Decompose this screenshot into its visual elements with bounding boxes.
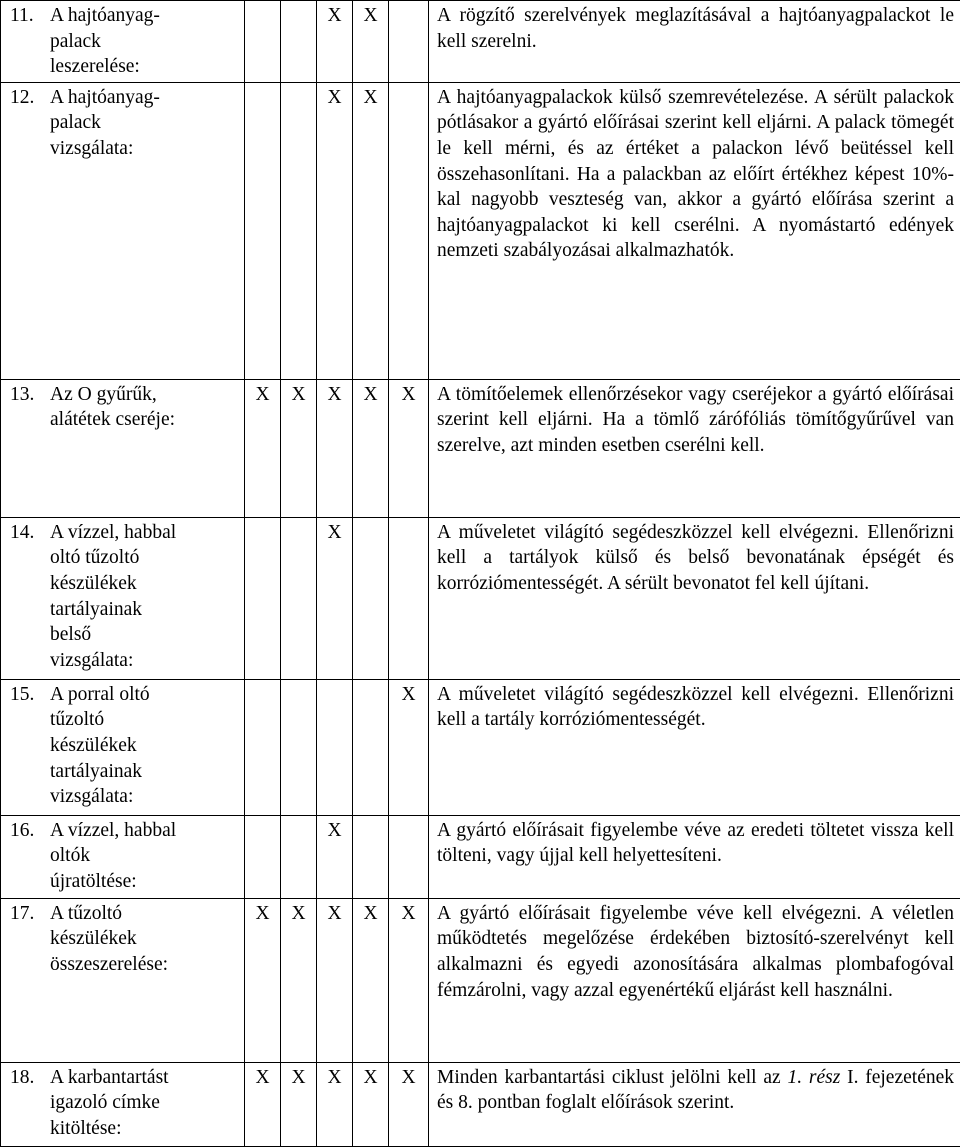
mark-cell bbox=[389, 517, 429, 679]
task-label: A vízzel, habbal oltó tűzoltó készülékek tartályainak belső vizsgálata: bbox=[50, 521, 177, 671]
desc-part: Minden karbantartási ciklust jelölni kell az bbox=[437, 1066, 788, 1088]
mark-cell: X bbox=[317, 379, 353, 517]
mark-cell: X bbox=[353, 1062, 389, 1146]
mark-cell: X bbox=[245, 898, 281, 1062]
mark-cell: X bbox=[317, 898, 353, 1062]
mark-cell: X bbox=[245, 1062, 281, 1146]
mark-cell bbox=[281, 82, 317, 379]
task-cell bbox=[1, 1062, 245, 1146]
row-number: 15. bbox=[10, 683, 35, 705]
description-cell: A gyártó előírásait figyelembe véve az eredeti töltetet vissza kell tölteni, vagy újjal kell helyettesíteni. bbox=[429, 815, 960, 898]
description-cell: A műveletet világító segédeszközzel kell elvégezni. Ellenőrizni kell a tartály korróziómentességét. bbox=[429, 679, 960, 815]
mark-cell bbox=[389, 1, 429, 83]
row-number: 14. bbox=[10, 521, 35, 543]
task-cell bbox=[1, 82, 245, 379]
mark-cell: X bbox=[317, 815, 353, 898]
mark-cell bbox=[245, 517, 281, 679]
table-row bbox=[1, 679, 960, 815]
mark-cell: X bbox=[389, 898, 429, 1062]
table-row bbox=[1, 517, 960, 679]
description-cell: A hajtóanyagpalackok külső szemrevételezése. A sérült palackok pótlásakor a gyártó előírásai szerint kell eljárni. A palack tömegét le kell mérni, és az értéket a palackon lévő beütéssel kell összehasonlítani. Ha a palackban az előírt értékhez képest 10%-kal nagyobb veszteség van, akkor a gyártó előírása szerint a hajtóanyagpalackot ki kell cserélni. A nyomástartó edények nemzeti szabályozásai alkalmazhatók. bbox=[429, 82, 960, 379]
mark-cell: X bbox=[281, 898, 317, 1062]
mark-cell bbox=[245, 815, 281, 898]
table-row bbox=[1, 82, 960, 379]
description-cell: A tömítőelemek ellenőrzésekor vagy cseréjekor a gyártó előírásai szerint kell eljárni. Ha a tömlő zárófóliás tömítőgyűrűvel van szerelve, azt minden esetben cserélni kell. bbox=[429, 379, 960, 517]
description-cell: A műveletet világító segédeszközzel kell elvégezni. Ellenőrizni kell a tartályok külső és belső bevonatának épségét és korróziómentességét. A sérült bevonatot fel kell újítani. bbox=[429, 517, 960, 679]
task-label: A hajtóanyag- palack leszerelése: bbox=[50, 5, 160, 78]
mark-cell bbox=[389, 815, 429, 898]
mark-cell bbox=[281, 517, 317, 679]
table-body bbox=[1, 1, 960, 1147]
desc-italic-part: 1. rész bbox=[787, 1066, 841, 1088]
mark-cell: X bbox=[353, 898, 389, 1062]
desc-part: I. fejezetének és 8. pontban foglalt előírások szerint. bbox=[437, 1066, 954, 1114]
row-number: 18. bbox=[10, 1066, 35, 1088]
table-row bbox=[1, 1, 960, 83]
mark-cell: X bbox=[353, 1, 389, 83]
mark-cell: X bbox=[317, 517, 353, 679]
task-label: A hajtóanyag- palack vizsgálata: bbox=[50, 86, 160, 159]
mark-cell: X bbox=[317, 1062, 353, 1146]
task-cell bbox=[1, 1, 245, 83]
mark-cell: X bbox=[317, 1, 353, 83]
task-cell bbox=[1, 379, 245, 517]
mark-cell bbox=[353, 517, 389, 679]
task-label: Az O gyűrűk, alátétek cseréje: bbox=[50, 383, 176, 431]
mark-cell: X bbox=[317, 82, 353, 379]
description-cell: A gyártó előírásait figyelembe véve kell elvégezni. A véletlen működtetés megelőzése érdekében biztosító-szerelvényt kell alkalmazni és egyedi azonosítására alkalmas plombafogóval fémzárolni, vagy azzal egyenértékű eljárást kell használni. bbox=[429, 898, 960, 1062]
mark-cell: X bbox=[353, 82, 389, 379]
task-cell bbox=[1, 815, 245, 898]
mark-cell: X bbox=[389, 679, 429, 815]
task-label: A vízzel, habbal oltók újratöltése: bbox=[50, 819, 177, 892]
mark-cell bbox=[245, 1, 281, 83]
mark-cell bbox=[281, 679, 317, 815]
row-number: 17. bbox=[10, 902, 35, 924]
mark-cell: X bbox=[245, 379, 281, 517]
row-number: 12. bbox=[10, 86, 35, 108]
description-cell bbox=[429, 1062, 960, 1146]
description-cell: A rögzítő szerelvények meglazításával a hajtóanyagpalackot le kell szerelni. bbox=[429, 1, 960, 83]
mark-cell: X bbox=[353, 379, 389, 517]
mark-cell: X bbox=[389, 379, 429, 517]
row-number: 13. bbox=[10, 383, 35, 405]
task-cell bbox=[1, 679, 245, 815]
mark-cell bbox=[245, 82, 281, 379]
mark-cell bbox=[281, 815, 317, 898]
row-number: 11. bbox=[10, 5, 34, 26]
task-label: A karbantartást igazoló címke kitöltése: bbox=[50, 1066, 169, 1139]
mark-cell bbox=[281, 1, 317, 83]
task-label: A tűzoltó készülékek összeszerelése: bbox=[50, 902, 169, 975]
table-row bbox=[1, 1062, 960, 1146]
mark-cell bbox=[389, 82, 429, 379]
task-cell bbox=[1, 898, 245, 1062]
mark-cell: X bbox=[281, 379, 317, 517]
mark-cell bbox=[245, 679, 281, 815]
task-label: A porral oltó tűzoltó készülékek tartályainak vizsgálata: bbox=[50, 683, 150, 808]
mark-cell bbox=[317, 679, 353, 815]
task-cell bbox=[1, 517, 245, 679]
mark-cell: X bbox=[389, 1062, 429, 1146]
mark-cell: X bbox=[281, 1062, 317, 1146]
table-row bbox=[1, 898, 960, 1062]
row-number: 16. bbox=[10, 819, 35, 841]
mark-cell bbox=[353, 815, 389, 898]
table-row bbox=[1, 815, 960, 898]
mark-cell bbox=[353, 679, 389, 815]
table-row bbox=[1, 379, 960, 517]
